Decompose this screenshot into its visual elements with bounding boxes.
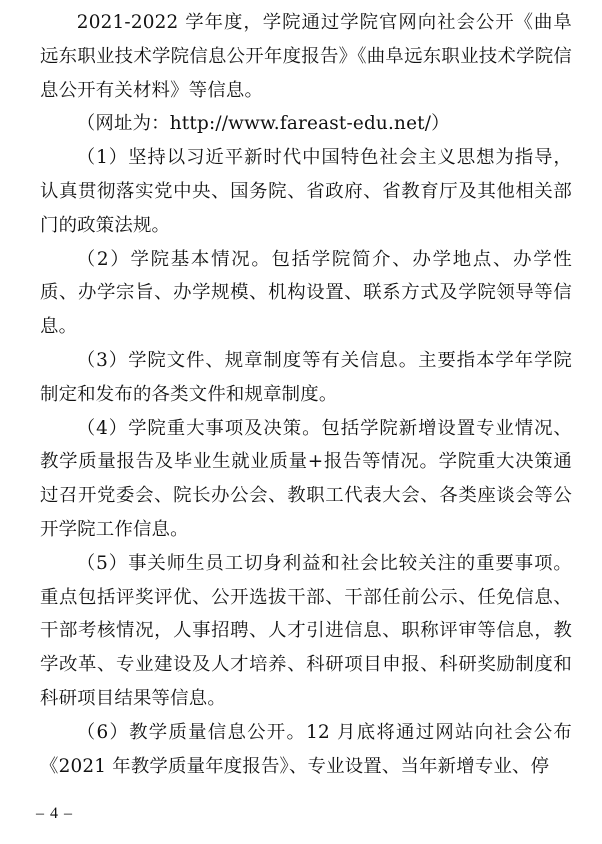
page-number: – 4 – bbox=[36, 805, 73, 822]
paragraph-intro: 2021-2022 学年度，学院通过学院官网向社会公开《曲阜远东职业技术学院信息公开年度报告》《曲阜远东职业技术学院信息公开有关材料》等信息。 bbox=[40, 12, 572, 101]
paragraph-item-1: （1）坚持以习近平新时代中国特色社会主义思想为指导，认真贯彻落实党中央、国务院、省政府、省教育厅及其他相关部门的政策法规。 bbox=[40, 147, 572, 236]
document-body bbox=[40, 6, 572, 783]
paragraph-item-6: （6）教学质量信息公开。12 月底将通过网站向社会公布《2021 年教学质量年度报告》、专业设置、当年新增专业、停 bbox=[40, 721, 572, 777]
paragraph-item-4: （4）学院重大事项及决策。包括学院新增设置专业情况、教学质量报告及毕业生就业质量+报告等情况。学院重大决策通过召开党委会、院长办公会、教职工代表大会、各类座谈会等公开学院工作信息。 bbox=[40, 417, 572, 540]
paragraph-item-5: （5）事关师生员工切身利益和社会比较关注的重要事项。重点包括评奖评优、公开选拔干部、干部任前公示、任免信息、干部考核情况，人事招聘、人才引进信息、职称评审等信息，教学改革、专业建设及人才培养、科研项目申报、科研奖励制度和科研项目结果等信息。 bbox=[40, 552, 572, 709]
paragraph-website-url: （网址为：http://www.fareast-edu.net/） bbox=[76, 113, 450, 135]
paragraph-item-2: （2）学院基本情况。包括学院简介、办学地点、办学性质、办学宗旨、办学规模、机构设置、联系方式及学院领导等信息。 bbox=[40, 248, 572, 338]
paragraph-item-3: （3）学院文件、规章制度等有关信息。主要指本学年学院制定和发布的各类文件和规章制度。 bbox=[40, 349, 572, 405]
